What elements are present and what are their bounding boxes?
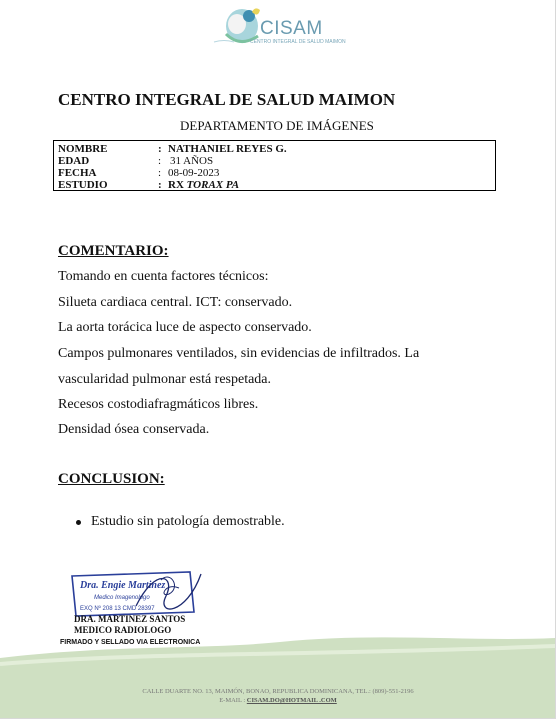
label-fecha: FECHA <box>58 167 97 179</box>
logo-subtitle: CENTRO INTEGRAL DE SALUD MAIMON <box>250 39 346 45</box>
study-view: TORAX PA <box>186 179 240 191</box>
signature-name: DRA. MARTINEZ SANTOS <box>74 614 186 624</box>
footer-address: CALLE DUARTE NO. 13, MAIMÓN, BONAO, REPUBLICA DOMINICANA, TEL.: (809)-551-2196 <box>142 688 414 695</box>
document-title: CENTRO INTEGRAL DE SALUD MAIMON <box>58 90 396 109</box>
stamp-name: Dra. Engie Martinez <box>80 580 166 591</box>
value-fecha: 08-09-2023 <box>168 167 220 179</box>
separator: : <box>158 155 162 167</box>
comment-line: Recesos costodiafragmáticos libres. <box>58 397 259 412</box>
study-type: RX <box>168 179 184 191</box>
value-nombre: NATHANIEL REYES G. <box>168 143 287 155</box>
label-estudio: ESTUDIO <box>58 179 108 191</box>
label-edad: EDAD <box>58 155 90 167</box>
label-nombre: NOMBRE <box>58 143 108 155</box>
separator: : <box>158 167 162 179</box>
patient-info-box <box>53 140 496 191</box>
signature-note: FIRMADO Y SELLADO VIA ELECTRONICA <box>60 639 201 646</box>
signature-title: MEDICO RADIOLOGO <box>74 625 172 635</box>
logo-wordmark: CISAM <box>260 18 323 39</box>
department-name: DEPARTAMENTO DE IMÁGENES <box>180 118 374 133</box>
value-edad: 31 AÑOS <box>170 155 214 167</box>
conclusion-heading: CONCLUSION: <box>58 471 165 487</box>
conclusion-item: Estudio sin patología demostrable. <box>91 514 285 529</box>
comment-line: Tomando en cuenta factores técnicos: <box>58 269 269 284</box>
stamp-exq: EXQ Nº 208 13 CMD 28397 <box>80 606 155 612</box>
separator: : <box>158 143 162 155</box>
footer-email-link[interactable]: CISAM.DO@HOTMAIL .COM <box>246 697 337 704</box>
comment-heading: COMENTARIO: <box>58 243 169 259</box>
comment-line: La aorta torácica luce de aspecto conservado. <box>58 320 312 335</box>
separator: : <box>158 179 162 191</box>
comment-line: Densidad ósea conservada. <box>58 422 210 437</box>
footer-email-line <box>0 697 556 704</box>
bullet-icon <box>76 520 81 525</box>
stamp-role: Medico Imagenologo <box>94 595 150 601</box>
footer-email-label: E-MAIL : <box>219 697 247 704</box>
comment-line: Campos pulmonares ventilados, sin evidencias de infiltrados. La <box>58 346 420 361</box>
value-estudio <box>168 179 239 191</box>
footer-background <box>0 636 556 719</box>
comment-line: Silueta cardiaca central. ICT: conservado. <box>58 295 293 310</box>
comment-line: vascularidad pulmonar está respetada. <box>58 372 272 387</box>
